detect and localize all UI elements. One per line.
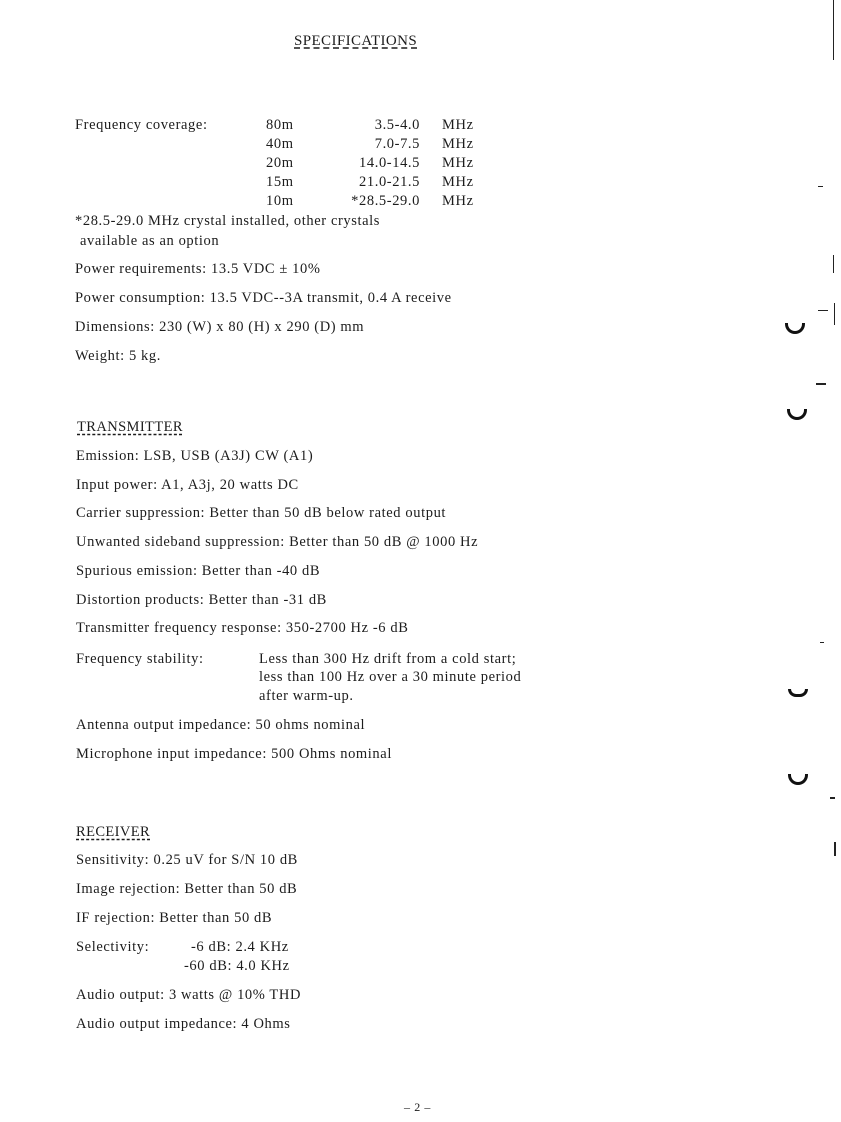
- tx-stability-line-2: less than 100 Hz over a 30 minute period: [259, 669, 522, 685]
- rx-image-rejection: Image rejection: Better than 50 dB: [76, 881, 298, 897]
- margin-tick: [818, 186, 823, 187]
- margin-tick: [834, 303, 835, 325]
- binder-hole-mark: [785, 323, 805, 334]
- band-name: 10m: [266, 193, 294, 209]
- rx-selectivity-label: Selectivity:: [76, 939, 150, 955]
- band-unit: MHz: [442, 117, 474, 133]
- tx-antenna-impedance: Antenna output impedance: 50 ohms nominal: [76, 717, 366, 733]
- tx-carrier-suppression: Carrier suppression: Better than 50 dB below rated output: [76, 505, 447, 521]
- binder-hole-mark: [788, 689, 808, 697]
- band-unit: MHz: [442, 155, 474, 171]
- power-requirements: Power requirements: 13.5 VDC ± 10%: [75, 261, 321, 277]
- tx-microphone-impedance: Microphone input impedance: 500 Ohms nominal: [76, 746, 392, 762]
- band-unit: MHz: [442, 193, 474, 209]
- margin-tick: [820, 642, 824, 643]
- tx-stability-line-1: Less than 300 Hz drift from a cold start;: [259, 651, 517, 667]
- rx-sensitivity: Sensitivity: 0.25 uV for S/N 10 dB: [76, 852, 298, 868]
- margin-tick: [818, 310, 828, 311]
- rx-audio-output: Audio output: 3 watts @ 10% THD: [76, 987, 302, 1003]
- tx-frequency-response: Transmitter frequency response: 350-2700 Hz -6 dB: [76, 620, 409, 636]
- rx-selectivity-line-2: -60 dB: 4.0 KHz: [184, 958, 290, 974]
- band-name: 80m: [266, 117, 294, 133]
- band-name: 15m: [266, 174, 294, 190]
- band-name: 40m: [266, 136, 294, 152]
- band-range: 3.5-4.0: [374, 117, 420, 133]
- band-unit: MHz: [442, 174, 474, 190]
- power-consumption: Power consumption: 13.5 VDC--3A transmit, 0.4 A receive: [75, 290, 452, 306]
- transmitter-heading: TRANSMITTER: [77, 419, 183, 435]
- tx-sideband-suppression: Unwanted sideband suppression: Better than 50 dB @ 1000 Hz: [76, 534, 479, 550]
- tx-stability-label: Frequency stability:: [76, 651, 204, 667]
- margin-line: [833, 0, 834, 60]
- margin-tick: [830, 797, 835, 799]
- band-range: 21.0-21.5: [359, 174, 420, 190]
- crystal-note-line-2: available as an option: [80, 233, 220, 249]
- tx-spurious-emission: Spurious emission: Better than -40 dB: [76, 563, 321, 579]
- band-unit: MHz: [442, 136, 474, 152]
- rx-audio-impedance: Audio output impedance: 4 Ohms: [76, 1016, 291, 1032]
- margin-tick: [816, 383, 826, 385]
- weight: Weight: 5 kg.: [75, 348, 161, 364]
- band-range: 7.0-7.5: [374, 136, 420, 152]
- binder-hole-mark: [788, 774, 808, 785]
- frequency-coverage-label: Frequency coverage:: [75, 117, 208, 133]
- dimensions: Dimensions: 230 (W) x 80 (H) x 290 (D) mm: [75, 319, 365, 335]
- tx-input-power: Input power: A1, A3j, 20 watts DC: [76, 477, 299, 493]
- tx-emission: Emission: LSB, USB (A3J) CW (A1): [76, 448, 314, 464]
- band-range: *28.5-29.0: [351, 193, 420, 209]
- page-title: SPECIFICATIONS: [294, 33, 418, 49]
- tx-stability-line-3: after warm-up.: [259, 688, 354, 704]
- margin-tick: [834, 842, 836, 856]
- binder-hole-mark: [787, 409, 807, 420]
- crystal-note-line-1: *28.5-29.0 MHz crystal installed, other crystals: [75, 213, 381, 229]
- receiver-heading: RECEIVER: [76, 824, 151, 840]
- rx-selectivity-line-1: -6 dB: 2.4 KHz: [191, 939, 289, 955]
- band-name: 20m: [266, 155, 294, 171]
- tx-distortion-products: Distortion products: Better than -31 dB: [76, 592, 327, 608]
- page-number: – 2 –: [404, 1100, 431, 1114]
- rx-if-rejection: IF rejection: Better than 50 dB: [76, 910, 273, 926]
- band-range: 14.0-14.5: [359, 155, 420, 171]
- margin-tick: [833, 255, 834, 273]
